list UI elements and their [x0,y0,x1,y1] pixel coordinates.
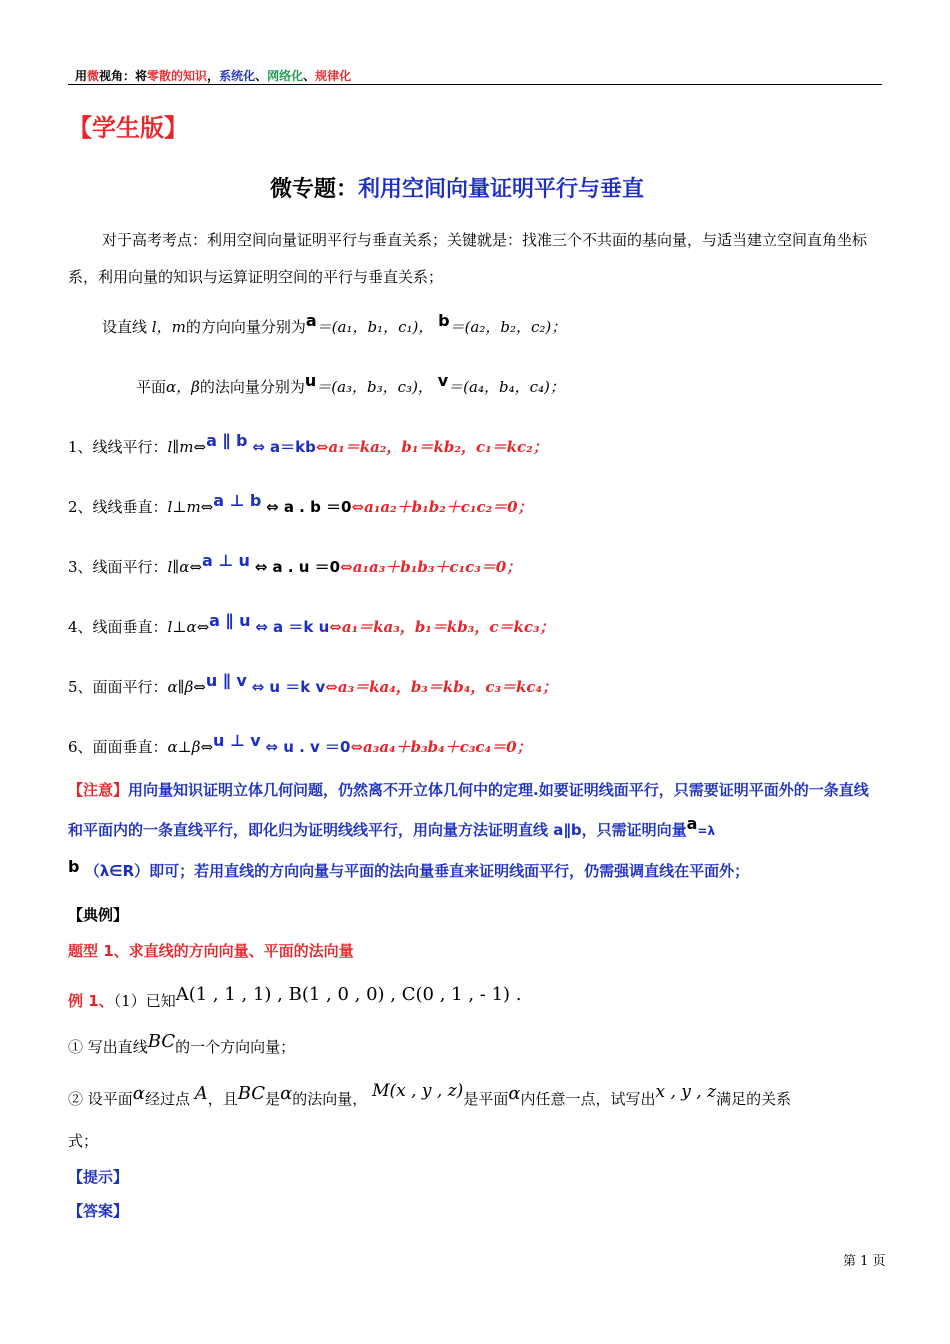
q-var: BC [237,1083,266,1104]
q-text: ① 写出直线 [68,1038,148,1056]
q-text: 经过点 [144,1090,190,1108]
q-var: α [508,1083,521,1104]
hint-tag: 【提示】 [68,1168,129,1186]
rule-vector: u ∥ v [205,671,247,690]
q-var: α [132,1083,145,1104]
rule-vector: a ∥ b [206,431,248,450]
header-text: 、 [303,69,316,83]
q-text: 是 [265,1090,281,1108]
setup-text: 的法向量分别为 [199,378,305,396]
vector-coords: ＝(a₂，b₂，c₂)； [449,318,567,336]
setup-plane [136,371,565,397]
setup-text: 平面 [136,378,167,396]
q-text: 的法向量， [292,1090,368,1108]
vector-u: u [304,371,317,390]
rule-row [68,731,532,757]
rule-cond: α∥β⇔ [167,678,206,696]
header-text: 网络化 [267,69,304,83]
setup-line [102,311,567,337]
rule-row [68,671,558,697]
header-text: 用 [75,69,88,83]
setup-text: 设直线 [102,318,148,336]
rule-cond: l∥α⇔ [167,558,202,576]
vector-coords: ＝(a₁，b₁，c₁)， [316,318,434,336]
rule-label: 4、线面垂直： [68,618,168,636]
question-2-tail: 式； [68,1132,99,1150]
rule-eq: ⇔ u . v ＝0 [265,738,351,756]
rule-label: 3、线面平行： [68,558,168,576]
rule-coord: ⇔a₃a₄＋b₃b₄＋c₃c₄＝0； [350,738,532,756]
rule-vector: a ∥ u [209,611,251,630]
note-text: 用向量知识证明立体几何问题，仍然离不开立体几何中的定理.如要证明线面平行，只需要证明平面外的一条直线和平面内的一条直线平行，即化归为证明线线平行，用向量方法证明直线 a∥b，只需证明向量 [68,781,869,839]
rule-eq: ⇔ a . b ＝0 [266,498,352,516]
title-prefix: 微专题： [270,177,359,202]
examples-tag: 【典例】 [68,906,129,924]
example-text: （1）已知 [113,992,176,1010]
vector-b: b [438,311,450,330]
rule-eq: ⇔ a . u ＝0 [254,558,341,576]
rule-label: 2、线线垂直： [68,498,168,516]
rule-vector: a ⊥ u [201,551,250,570]
answer-tag: 【答案】 [68,1202,129,1220]
header-text: 系统化 [219,69,256,83]
vector-b: b [68,857,80,876]
example-points: A(1 , 1 , 1) , B(1 , 0 , 0) , C(0 , 1 , - 1) . [175,984,522,1005]
vector-coords: ＝(a₃，b₃，c₃)， [316,378,433,396]
question-2 [68,1081,792,1109]
note-eq: =λ [697,824,716,838]
note-tag: 【注意】 [68,781,129,799]
rule-label: 6、面面垂直： [68,738,168,756]
rule-cond: l⊥m⇔ [167,498,214,516]
rule-row [68,431,548,457]
rule-coord: ⇔a₁a₂＋b₁b₂＋c₁c₂＝0； [351,498,533,516]
header-text: 视角：将 [99,69,148,83]
question-1 [68,1031,296,1057]
rule-vector: u ⊥ v [213,731,261,750]
q-var: α [280,1083,293,1104]
page-number: 第 1 页 [843,1254,886,1269]
rule-eq: ⇔ u ＝k v [251,678,326,696]
type-heading: 题型 1、求直线的方向向量、平面的法向量 [68,942,354,960]
header-text: 规律化 [315,69,352,83]
example-line [68,984,522,1011]
edition-label: 【学生版】 [68,114,188,142]
q-text: 满足的关系 [716,1090,792,1108]
rule-row [68,551,522,577]
q-text: 的一个方向向量； [175,1038,296,1056]
q-var: x , y , z [655,1082,717,1102]
rule-cond: α⊥β⇔ [167,738,214,756]
q-text: 是平面 [463,1090,509,1108]
setup-vars: α，β [166,378,200,396]
rule-label: 5、面面平行： [68,678,168,696]
vector-a: a [305,311,317,330]
vector-a: a [686,814,698,833]
rule-coord: ⇔a₁＝ka₃，b₁＝kb₃，c＝kc₃； [329,618,555,636]
rule-eq: ⇔ a ＝k u [255,618,330,636]
q-var: M(x , y , z) [372,1081,464,1101]
header-text: ， [207,69,220,83]
setup-text: 的方向向量分别为 [185,318,306,336]
header-text: 零散的知识 [147,69,208,83]
q-var: A [194,1083,208,1104]
rule-coord: ⇔a₁＝ka₂，b₁＝kb₂，c₁＝kc₂； [315,438,548,456]
vector-coords: ＝(a₄，b₄，c₄)； [448,378,565,396]
setup-vars: l，m [151,318,186,336]
rule-eq: ⇔ a＝kb [252,438,316,456]
rule-vector: a ⊥ b [213,491,262,510]
rule-coord: ⇔a₃＝ka₄，b₃＝kb₄，c₃＝kc₄； [325,678,558,696]
example-label: 例 1、 [68,992,114,1010]
rule-cond: l⊥α⇔ [167,618,210,636]
rule-label: 1、线线平行： [68,438,168,456]
vector-v: v [437,371,449,390]
page-title [270,172,644,203]
q-text: 内任意一点，试写出 [520,1090,656,1108]
q-text: ② 设平面 [68,1090,133,1108]
q-text: ，且 [207,1090,238,1108]
rule-cond: l∥m⇔ [167,438,207,456]
running-header [75,67,351,84]
q-var: BC [147,1031,176,1052]
note-paragraph [68,770,882,891]
header-text: 微 [87,69,100,83]
rule-row [68,491,533,517]
header-rule [68,84,882,85]
rule-coord: ⇔a₁a₃＋b₁b₃＋c₁c₃＝0； [340,558,522,576]
title-main: 利用空间向量证明平行与垂直 [358,177,645,202]
rule-row [68,611,555,637]
header-text: 、 [255,69,268,83]
note-text: （λ∈R）即可；若用直线的方向向量与平面的法向量垂直来证明线面平行，仍需强调直线在平面外； [84,862,750,880]
intro-paragraph: 对于高考考点：利用空间向量证明平行与垂直关系；关键就是：找准三个不共面的基向量，与适当建立空间直角坐标系，利用向量的知识与运算证明空间的平行与垂直关系； [68,231,868,286]
